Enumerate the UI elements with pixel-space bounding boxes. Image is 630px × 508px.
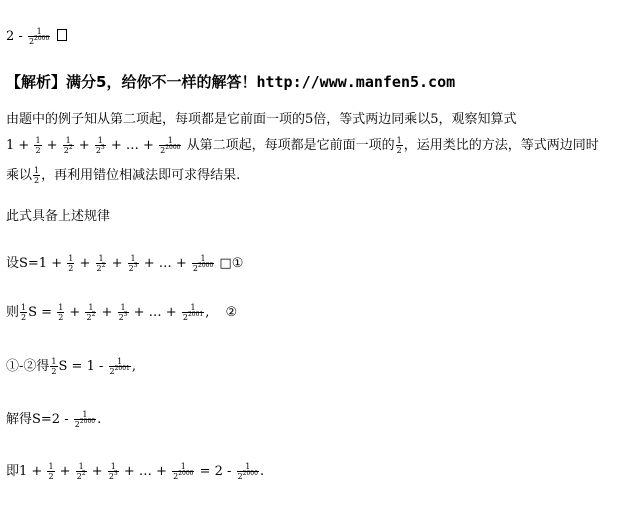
placeholder-box-icon [57,29,67,41]
analysis-header [6,74,455,92]
step-3: 则 $\frac{1}{2}$ S = $\frac{1}{2}$ + $\frac{1}{2^2}$ + $\frac{1}{2^3}$ + … + $\frac{1}{2^{2001}}$ , ② [6,303,238,322]
result-line [6,27,69,46]
step-6: 即1 + $\frac{1}{2}$ + $\frac{1}{2^2}$ + $\frac{1}{2^3}$ + … + $\frac{1}{2^{2000}}$ = 2 - $\frac{1}{2^{2000}}$ . [6,462,265,481]
step-4: ①-②得 $\frac{1}{2}$ S = 1 - $\frac{1}{2^{2001}}$ , [6,357,137,376]
analysis-label: 【解析】满分5，给你不一样的解答！ [6,73,257,91]
step-1: 此式具备上述规律 [6,209,111,224]
paragraph-line-1: 由题中的例子知从第二项起，每项都是它前面一项的5倍，等式两边同乘以5，观察知算式 [6,112,517,127]
step-5: 解得S=2 - $\frac{1}{2^{2000}}$ . [6,410,102,429]
fraction: $\frac{1}{2^{2000}}$ [28,27,50,46]
paragraph-line-2: 1 + $\frac{1}{2}$ + $\frac{1}{2^2}$ + $\frac{1}{2^3}$ + … + $\frac{1}{2^{2000}}$ 从第二项起，每项都是它前面一项的 $\frac{1}{2}$ ，运用类比的方法，等式两边同时 [6,136,599,155]
paragraph-line-3: 乘以 $\frac{1}{2}$ ，再利用错位相减法即可求得结果. [6,166,241,185]
result-lhs: 2 - [6,29,23,44]
step-2: 设S=1 + $\frac{1}{2}$ + $\frac{1}{2^2}$ + $\frac{1}{2^3}$ + … + $\frac{1}{2^{2000}}$ □① [6,254,244,273]
site-url[interactable]: http://www.manfen5.com [256,73,456,91]
